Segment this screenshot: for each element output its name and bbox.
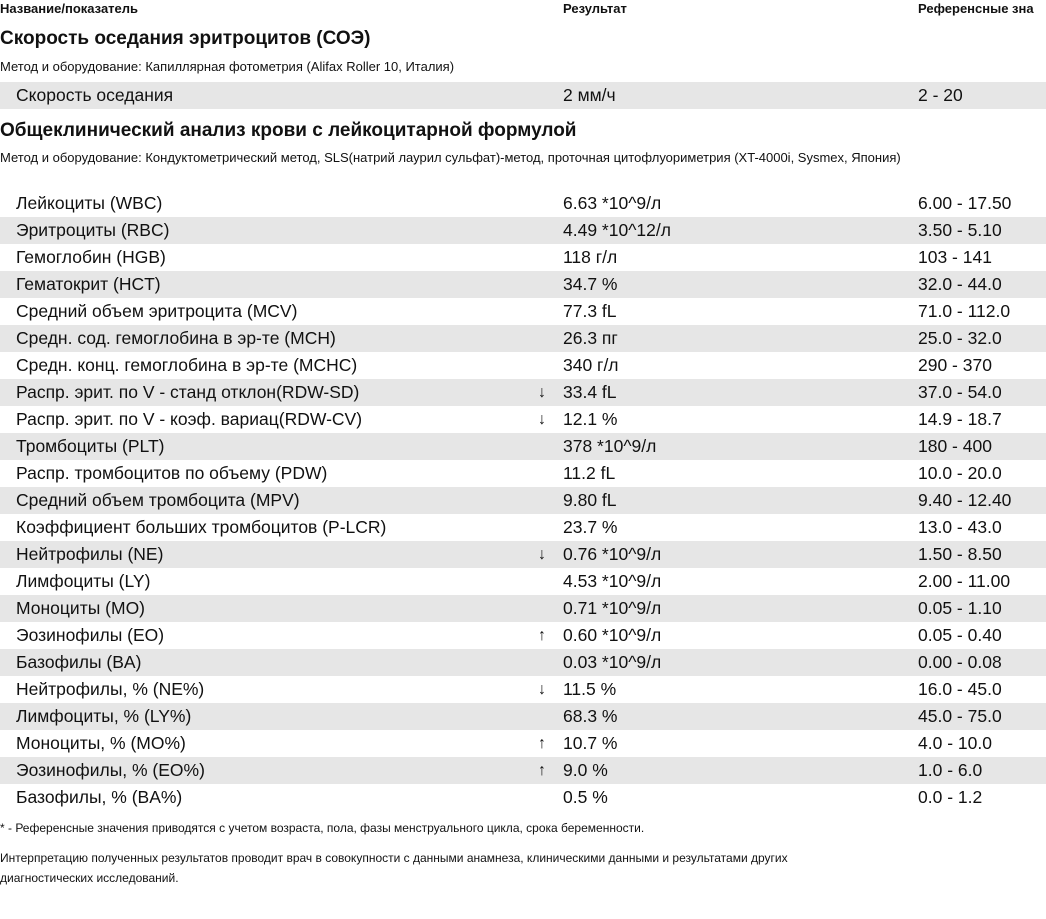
reference-range: 0.0 - 1.2 (918, 787, 983, 807)
reference-range: 10.0 - 20.0 (918, 463, 1002, 483)
test-result: 9.80 fL (563, 490, 617, 510)
reference-range: 103 - 141 (918, 247, 992, 267)
reference-range: 45.0 - 75.0 (918, 706, 1002, 726)
test-name: Средний объем эритроцита (MCV) (16, 301, 298, 321)
reference-range: 71.0 - 112.0 (918, 301, 1011, 321)
test-result: 34.7 % (563, 274, 618, 294)
result-row (0, 271, 1046, 298)
section-cbc-method: Метод и оборудование: Кондуктометрический метод, SLS(натрий лаурил сульфат)-метод, проточная цитофлуориметрия (XT-4000i, Sysmex, Япония) (0, 150, 901, 165)
test-result: 26.3 пг (563, 328, 618, 348)
result-row (0, 676, 1046, 703)
flag-arrow-icon: ↓ (538, 546, 546, 563)
section-esr-method: Метод и оборудование: Капиллярная фотометрия (Alifax Roller 10, Италия) (0, 59, 455, 74)
test-result: 340 г/л (563, 355, 619, 375)
test-name: Лейкоциты (WBC) (16, 193, 163, 213)
flag-arrow-icon: ↓ (538, 384, 546, 401)
test-name: Распр. тромбоцитов по объему (PDW) (16, 463, 328, 483)
reference-range: 16.0 - 45.0 (918, 679, 1002, 699)
reference-range: 0.05 - 1.10 (918, 598, 1002, 618)
test-name: Скорость оседания (16, 85, 174, 105)
test-name: Тромбоциты (PLT) (16, 436, 165, 456)
flag-arrow-icon: ↑ (538, 627, 546, 644)
test-name: Средн. конц. гемоглобина в эр-те (MCHC) (16, 355, 358, 375)
test-name: Базофилы (BA) (16, 652, 142, 672)
reference-range: 9.40 - 12.40 (918, 490, 1012, 510)
test-name: Лимфоциты, % (LY%) (16, 706, 192, 726)
reference-range: 2.00 - 11.00 (918, 571, 1011, 591)
result-row (0, 487, 1046, 514)
result-row (0, 352, 1046, 379)
column-header-reference: Референсные зна (918, 1, 1034, 16)
test-name: Средн. сод. гемоглобина в эр-те (MCH) (16, 328, 336, 348)
result-row (0, 757, 1046, 784)
test-result: 378 *10^9/л (563, 436, 657, 456)
result-row (0, 595, 1046, 622)
reference-range: 4.0 - 10.0 (918, 733, 992, 753)
test-result: 10.7 % (563, 733, 618, 753)
section-esr-title: Скорость оседания эритроцитов (СОЭ) (0, 28, 371, 49)
column-header-name: Название/показатель (0, 1, 139, 16)
column-header-result: Результат (563, 1, 627, 16)
test-name: Моноциты (MO) (16, 598, 146, 618)
result-row (0, 406, 1046, 433)
result-row (0, 649, 1046, 676)
reference-range: 6.00 - 17.50 (918, 193, 1012, 213)
test-name: Нейтрофилы, % (NE%) (16, 679, 205, 699)
test-name: Моноциты, % (MO%) (16, 733, 186, 753)
reference-range: 25.0 - 32.0 (918, 328, 1002, 348)
result-row (0, 244, 1046, 271)
reference-range: 37.0 - 54.0 (918, 382, 1002, 402)
flag-arrow-icon: ↑ (538, 735, 546, 752)
result-row (0, 82, 1046, 109)
test-result: 2 мм/ч (563, 85, 616, 105)
result-row (0, 514, 1046, 541)
reference-range: 3.50 - 5.10 (918, 220, 1002, 240)
flag-arrow-icon: ↑ (538, 762, 546, 779)
reference-range: 2 - 20 (918, 85, 963, 105)
test-result: 77.3 fL (563, 301, 617, 321)
result-row (0, 433, 1046, 460)
test-name: Эритроциты (RBC) (16, 220, 170, 240)
test-name: Средний объем тромбоцита (MPV) (16, 490, 300, 510)
result-row (0, 190, 1046, 217)
result-row (0, 622, 1046, 649)
reference-range: 14.9 - 18.7 (918, 409, 1002, 429)
test-result: 4.49 *10^12/л (563, 220, 671, 240)
reference-range: 1.50 - 8.50 (918, 544, 1002, 564)
test-result: 6.63 *10^9/л (563, 193, 662, 213)
result-row (0, 703, 1046, 730)
reference-range: 32.0 - 44.0 (918, 274, 1002, 294)
result-row (0, 784, 1046, 811)
test-result: 0.71 *10^9/л (563, 598, 662, 618)
test-result: 0.03 *10^9/л (563, 652, 662, 672)
test-result: 118 г/л (563, 247, 618, 267)
reference-footnote: * - Референсные значения приводятся с учетом возраста, пола, фазы менструального цикла, срока беременности. (0, 821, 645, 835)
test-name: Лимфоциты (LY) (16, 571, 151, 591)
reference-range: 290 - 370 (918, 355, 992, 375)
test-result: 0.76 *10^9/л (563, 544, 662, 564)
reference-range: 13.0 - 43.0 (918, 517, 1002, 537)
reference-range: 0.00 - 0.08 (918, 652, 1002, 672)
test-result: 9.0 % (563, 760, 608, 780)
test-name: Эозинофилы, % (EO%) (16, 760, 205, 780)
test-name: Гемоглобин (HGB) (16, 247, 166, 267)
test-result: 23.7 % (563, 517, 618, 537)
test-result: 4.53 *10^9/л (563, 571, 662, 591)
test-name: Эозинофилы (EO) (16, 625, 165, 645)
result-row (0, 217, 1046, 244)
test-result: 11.2 fL (563, 463, 616, 483)
test-result: 68.3 % (563, 706, 618, 726)
result-row (0, 541, 1046, 568)
result-row (0, 325, 1046, 352)
reference-range: 180 - 400 (918, 436, 992, 456)
test-name: Распр. эрит. по V - коэф. вариац(RDW-CV) (16, 409, 363, 429)
result-row (0, 379, 1046, 406)
flag-arrow-icon: ↓ (538, 681, 546, 698)
reference-range: 1.0 - 6.0 (918, 760, 983, 780)
section-cbc-title: Общеклинический анализ крови с лейкоцитарной формулой (0, 120, 577, 141)
reference-range: 0.05 - 0.40 (918, 625, 1002, 645)
test-name: Гематокрит (HCT) (16, 274, 161, 294)
test-name: Нейтрофилы (NE) (16, 544, 164, 564)
test-result: 0.60 *10^9/л (563, 625, 662, 645)
test-result: 33.4 fL (563, 382, 617, 402)
result-row (0, 730, 1046, 757)
flag-arrow-icon: ↓ (538, 411, 546, 428)
interpretation-footnote: Интерпретацию полученных результатов проводит врач в совокупности с данными анамнеза, клиническими данными и результатами других диагностических исследований. (0, 851, 788, 885)
test-name: Коэффициент больших тромбоцитов (P-LCR) (16, 517, 387, 537)
test-result: 11.5 % (563, 679, 617, 699)
test-result: 12.1 % (563, 409, 618, 429)
result-row (0, 460, 1046, 487)
test-name: Распр. эрит. по V - станд отклон(RDW-SD) (16, 382, 360, 402)
result-row (0, 298, 1046, 325)
test-result: 0.5 % (563, 787, 608, 807)
result-row (0, 568, 1046, 595)
test-name: Базофилы, % (BA%) (16, 787, 183, 807)
